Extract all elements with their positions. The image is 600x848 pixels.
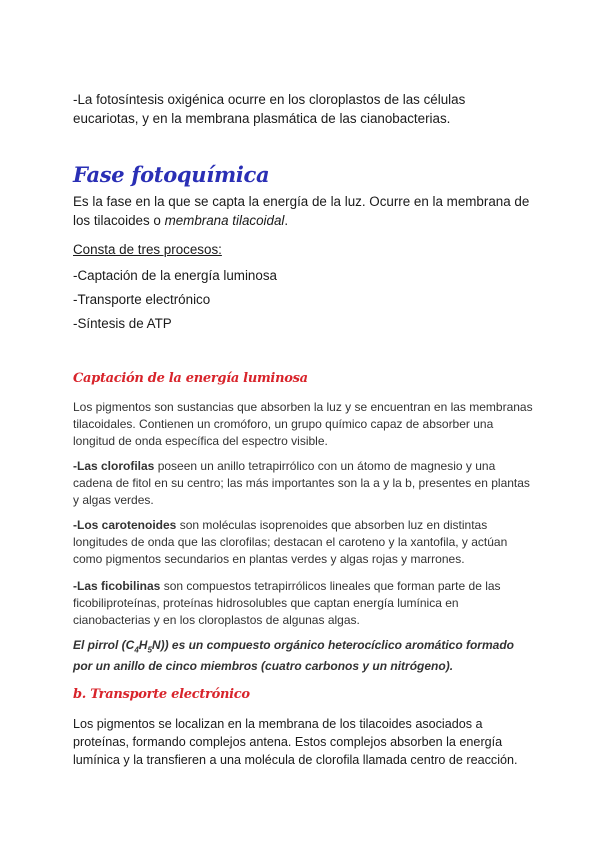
clorofilas-text: poseen un anillo tetrapirrólico con un átomo de magnesio y una cadena de fitol en su centro; las más importantes son la a y la b, presentes en plantas y algas verdes. xyxy=(73,459,530,507)
clorofilas-term: -Las clorofilas xyxy=(73,459,155,473)
pirrol-post: N)) es un compuesto orgánico heterocíclico aromático formado por un anillo de cinco miembros (cuatro carbonos y un nitrógeno). xyxy=(73,638,514,674)
intro-paragraph: -La fotosíntesis oxigénica ocurre en los cloroplastos de las células eucariotas, y en la membrana plasmática de las cianobacterias. xyxy=(73,92,466,126)
section-title-fase-fotoquimica: Fase fotoquímica xyxy=(73,162,270,187)
proceso-item: -Captación de la energía luminosa xyxy=(73,268,277,283)
clorofilas-paragraph xyxy=(73,458,533,509)
transporte-paragraph: Los pigmentos se localizan en la membrana de los tilacoides asociados a proteínas, formando complejos antena. Estos complejos absorben la energía lumínica y la transfieren a una molécula de clorofila llamada centro de reacción. xyxy=(73,717,518,767)
fase-description-italic: membrana tilacoidal xyxy=(164,212,285,228)
subsection-title-captacion: Captación de la energía luminosa xyxy=(73,371,308,386)
pirrol-h: H xyxy=(138,638,148,652)
proceso-item: -Transporte electrónico xyxy=(73,292,211,307)
pigmentos-paragraph: Los pigmentos son sustancias que absorben la luz y se encuentran en las membranas tilacoidales. Contienen un cromóforo, un grupo químico capaz de absorber una longitud de onda específica del espectro visible. xyxy=(73,400,533,448)
proceso-item: -Síntesis de ATP xyxy=(73,316,172,331)
pirrol-pre: El pirrol (C xyxy=(73,638,135,652)
pirrol-sub-hydrogen: 5 xyxy=(147,645,152,655)
pirrol-sub-carbon: 4 xyxy=(134,645,139,655)
ficobilinas-text: son compuestos tetrapirrólicos lineales que forman parte de las ficobiliproteínas, proteínas hidrosolubles que captan energía lumínica en cianobacterias y en los cloroplastos de algunas algas. xyxy=(73,579,501,627)
fase-description xyxy=(73,193,533,230)
carotenoides-term: -Los carotenoides xyxy=(73,518,177,532)
fase-description-main: Es la fase en la que se capta la energía de la luz. Ocurre en la membrana de los tilacoides o xyxy=(73,194,530,228)
ficobilinas-term: -Las ficobilinas xyxy=(73,579,161,593)
fase-description-end: . xyxy=(284,212,289,228)
subsection-title-transporte: b. Transporte electrónico xyxy=(73,687,250,702)
consta-heading: Consta de tres procesos: xyxy=(73,242,222,257)
ficobilinas-paragraph xyxy=(73,578,533,629)
pirrol-note xyxy=(73,637,533,675)
carotenoides-paragraph xyxy=(73,517,533,568)
carotenoides-text: son moléculas isoprenoides que absorben luz en distintas longitudes de onda que las clorofilas; destacan el caroteno y la xantofila, y actúan como pigmentos secundarios en plantas verdes y algas rojas y marrones. xyxy=(73,518,508,566)
